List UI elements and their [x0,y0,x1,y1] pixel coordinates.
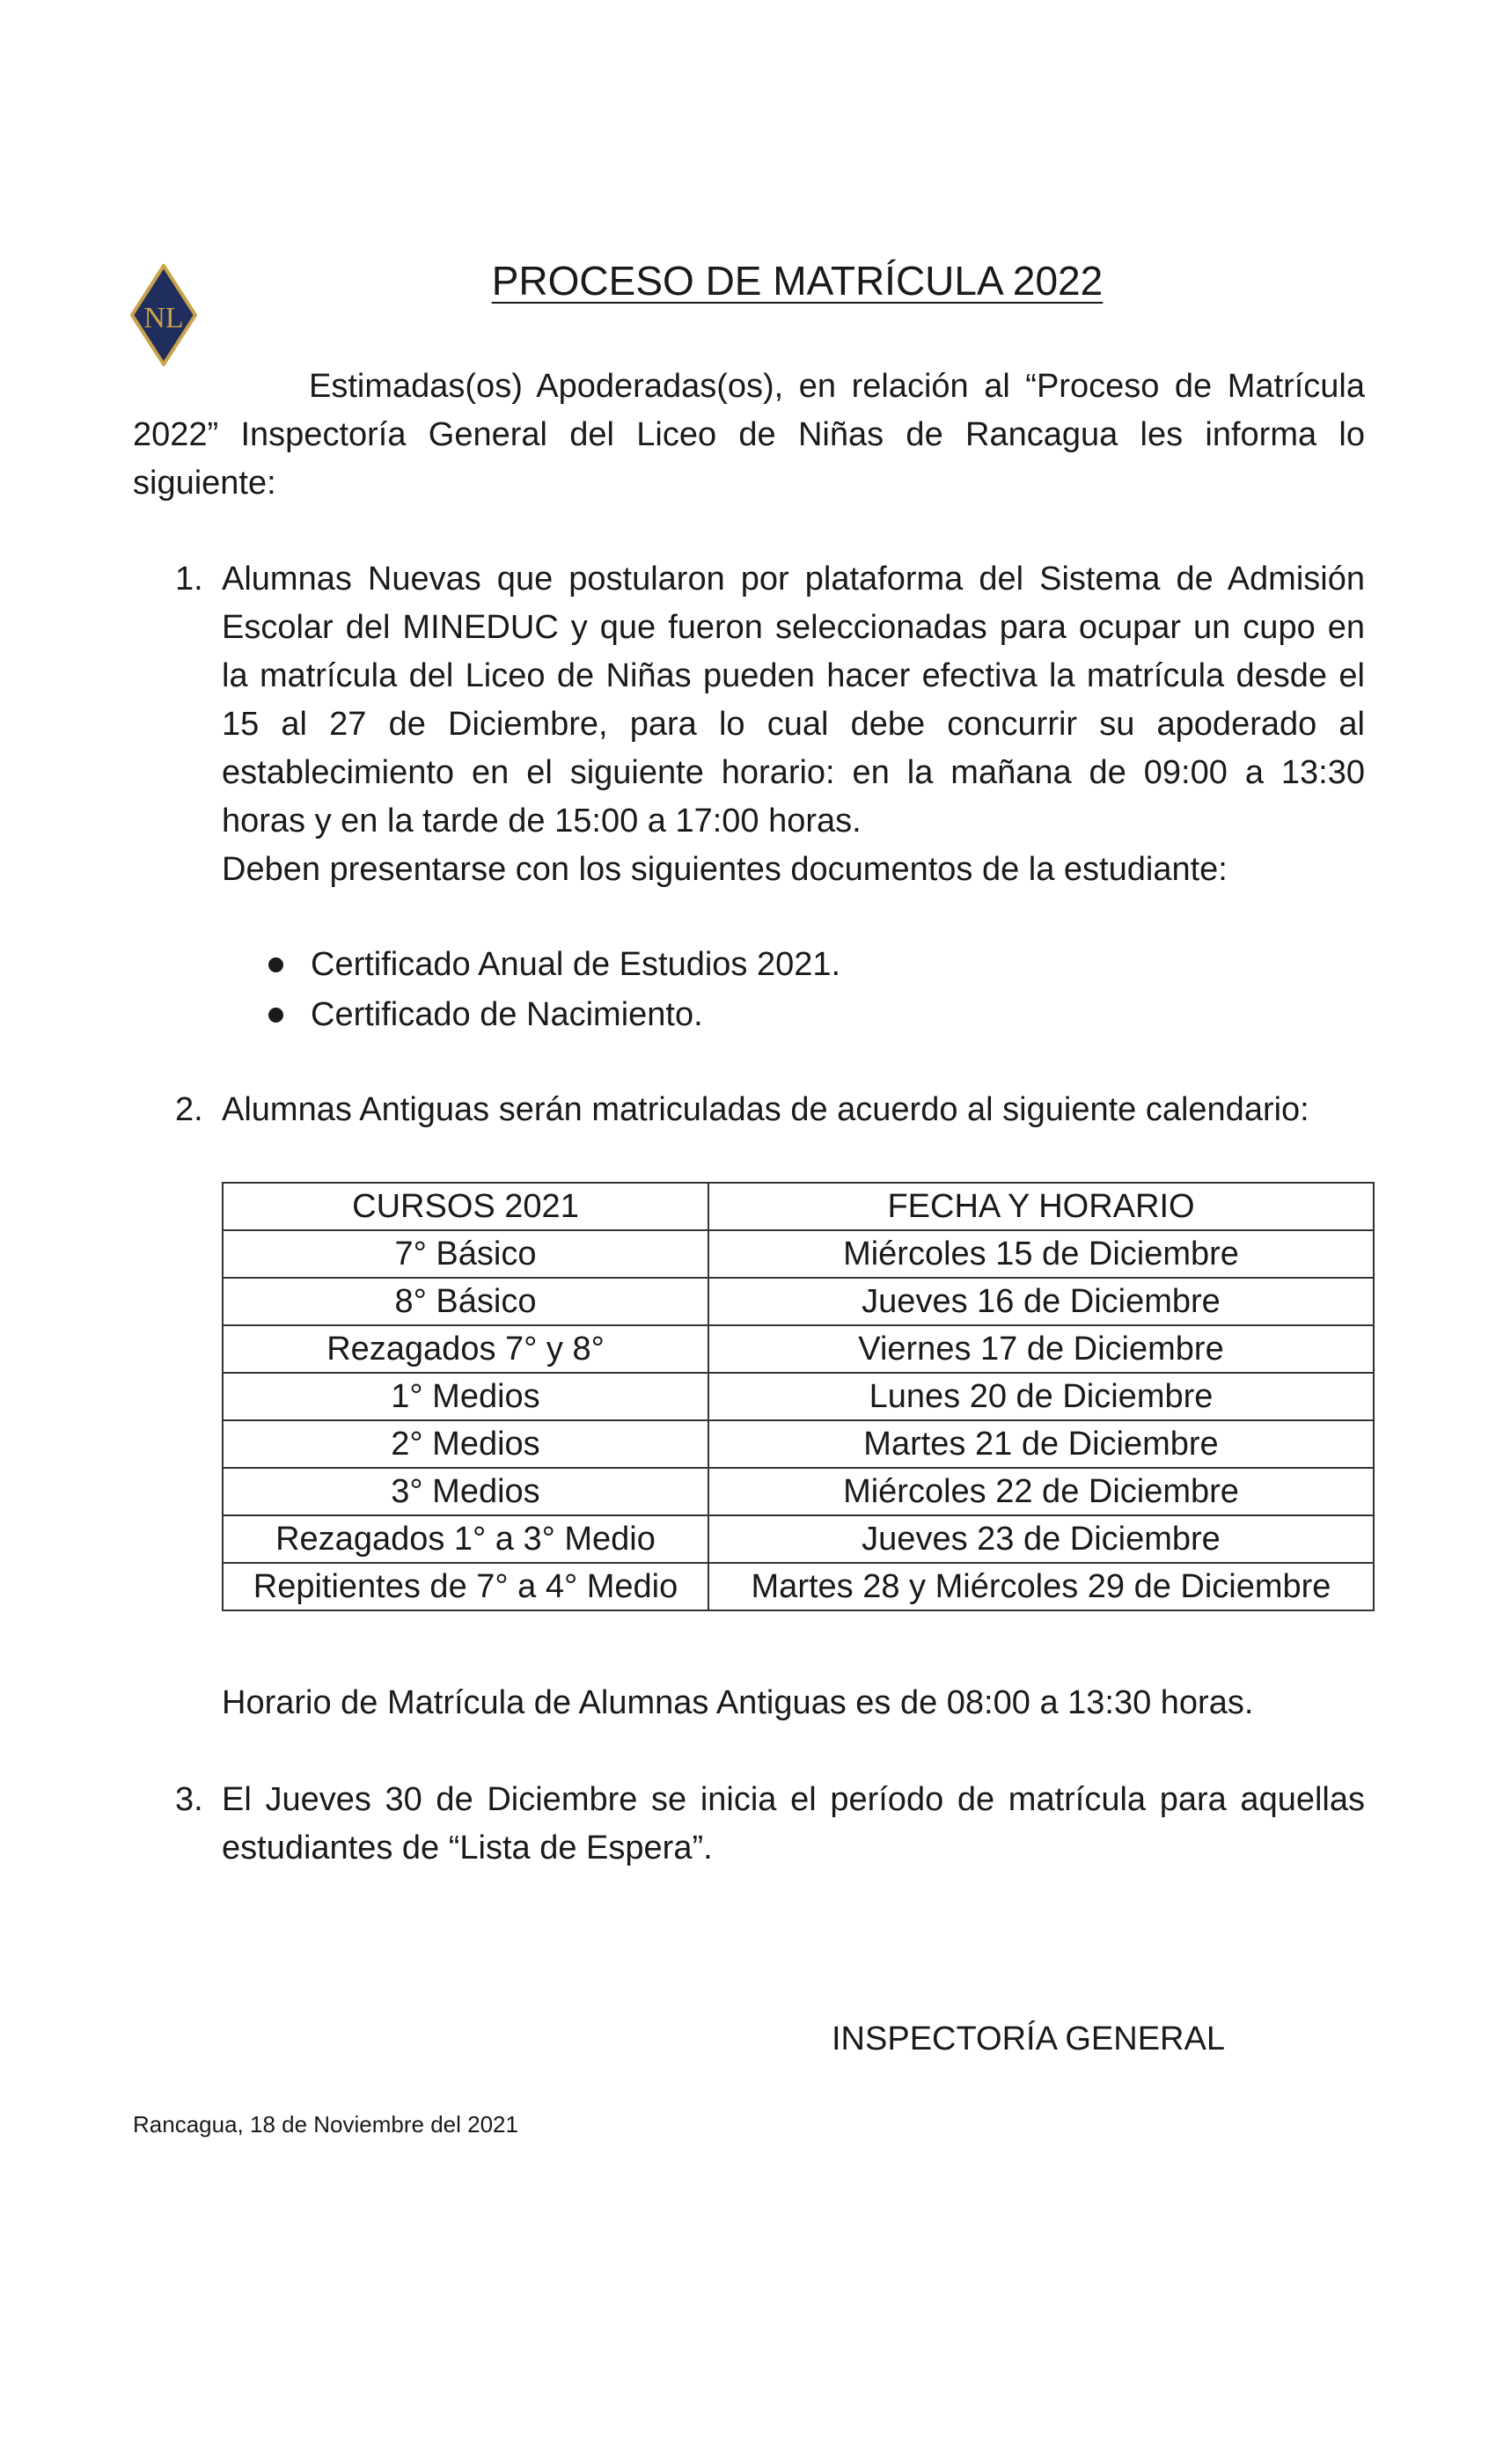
list-item-text: Alumnas Antiguas serán matriculadas de acuerdo al siguiente calendario: [222,1091,1309,1128]
signature: INSPECTORÍA GENERAL [832,2020,1225,2057]
schedule-note: Horario de Matrícula de Alumnas Antiguas es de 08:00 a 13:30 horas. [222,1684,1254,1721]
list-item-text: Alumnas Nuevas que postularon por plataforma del Sistema de Admisión Escolar del MINEDUC y que fueron seleccionadas para ocupar un cupo en la matrícula del Liceo de Niñas pueden hacer efectiva la matrícula desde el 15 al 27 de Diciembre, para lo cual debe concurrir su apoderado al establecimiento en el siguiente horario: en la mañana de 09:00 a 13:30 horas y en la tarde de 15:00 a 17:00 horas. [222,561,1365,840]
list-item-text-2: Deben presentarse con los siguientes documentos de la estudiante: [222,851,1228,888]
documents-list [223,940,1279,1040]
document-title: PROCESO DE MATRÍCULA 2022 [491,258,1104,304]
list-item [223,940,1279,990]
list-item-number: 1. [175,561,203,598]
list-item-text: El Jueves 30 de Diciembre se inicia el período de matrícula para aquellas estudiantes de “Lista de Espera”. [222,1781,1365,1866]
list-item-number: 3. [175,1781,203,1818]
table-cell-course: 7° Básico [223,1230,708,1278]
table-row [223,1563,1374,1610]
table-cell-date: Martes 21 de Diciembre [708,1420,1374,1468]
list-item-3 [133,1776,1365,1873]
table-row [223,1278,1374,1325]
table-cell-date: Miércoles 22 de Diciembre [708,1468,1374,1515]
table-row [223,1230,1374,1278]
table-row [223,1373,1374,1420]
table-cell-course: Rezagados 1° a 3° Medio [223,1515,708,1563]
bullet-text: Certificado Anual de Estudios 2021. [311,946,841,983]
table-cell-date: Lunes 20 de Diciembre [708,1373,1374,1420]
bullet-icon [268,1008,283,1023]
table-cell-course: 2° Medios [223,1420,708,1468]
document-date: Rancagua, 18 de Noviembre del 2021 [133,2111,518,2138]
table-cell-date: Jueves 16 de Diciembre [708,1278,1374,1325]
list-item [223,990,1279,1040]
table-row [223,1468,1374,1515]
bullet-icon [268,957,283,972]
table-header-row [223,1183,1374,1230]
table-cell-date: Miércoles 15 de Diciembre [708,1230,1374,1278]
table-header-date: FECHA Y HORARIO [708,1183,1374,1230]
list-item-2 [133,1086,1365,1134]
table-cell-date: Martes 28 y Miércoles 29 de Diciembre [708,1563,1374,1610]
table-row [223,1325,1374,1373]
table-cell-course: 3° Medios [223,1468,708,1515]
bullet-text: Certificado de Nacimiento. [311,996,703,1033]
table-cell-date: Viernes 17 de Diciembre [708,1325,1374,1373]
list-item-1 [133,555,1365,894]
intro-paragraph: Estimadas(os) Apoderadas(os), en relación al “Proceso de Matrícula 2022” Inspectoría General del Liceo de Niñas de Rancagua les informa lo siguiente: [133,368,1365,502]
table-header-courses: CURSOS 2021 [223,1183,708,1230]
table-row [223,1420,1374,1468]
table-cell-course: 1° Medios [223,1373,708,1420]
table-cell-course: 8° Básico [223,1278,708,1325]
table-cell-course: Rezagados 7° y 8° [223,1325,708,1373]
svg-text:NL: NL [143,302,184,334]
table-row [223,1515,1374,1563]
list-item-number: 2. [175,1091,203,1128]
table-cell-course: Repitientes de 7° a 4° Medio [223,1563,708,1610]
table-cell-date: Jueves 23 de Diciembre [708,1515,1374,1563]
schedule-table [222,1182,1375,1611]
